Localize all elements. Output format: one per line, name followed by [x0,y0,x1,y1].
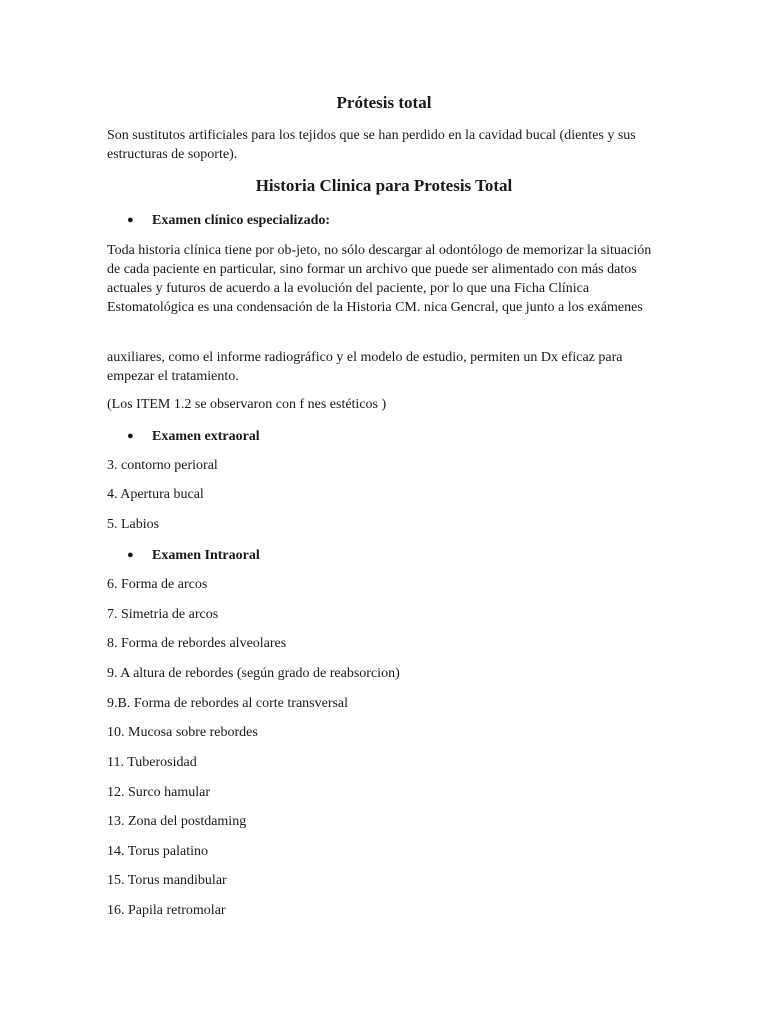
history-paragraph: Toda historia clínica tiene por ob-jeto, no sólo descargar al odontólogo de memorizar la situación de cada paciente en particular, sino formar un archivo que puede ser alimentado con más datos actuales y futuros de acuerdo a la evolución del paciente, por lo que una Ficha Clínica Estomatológica es una condensación de la Historia CM. nica Gencral, que junto a los exámenes [107,243,652,315]
list-item: 6. Forma de arcos [107,577,208,592]
list-item: 5. Labios [107,517,160,532]
list-item: 10. Mucosa sobre rebordes [107,725,258,740]
list-item: 16. Papila retromolar [107,903,226,918]
list-item: 3. contorno perioral [107,458,218,473]
section-heading: Historia Clinica para Protesis Total [255,176,513,195]
bullet-intraoral-exam [127,546,260,565]
bullet-icon: ● [127,549,134,561]
list-item: 7. Simetria de arcos [107,607,219,622]
bullet-extraoral-exam [127,427,260,446]
list-item: 13. Zona del postdaming [107,814,247,829]
intro-paragraph: Son sustitutos artificiales para los tejidos que se han perdido en la cavidad bucal (dientes y sus estructuras de soporte). [107,128,636,162]
auxiliary-paragraph: auxiliares, como el informe radiográfico y el modelo de estudio, permiten un Dx eficaz para empezar el tratamiento. [107,350,623,384]
list-item: 8. Forma de rebordes alveolares [107,636,287,651]
bullet-icon: ● [127,430,134,442]
list-item: 12. Surco hamular [107,785,211,800]
bullet-heading: Examen Intraoral [152,548,260,563]
items-note: (Los ITEM 1.2 se observaron con f nes estéticos ) [107,397,387,412]
bullet-heading: Examen clínico especializado: [152,213,331,228]
list-item: 14. Torus palatino [107,844,209,859]
bullet-heading: Examen extraoral [152,429,260,444]
bullet-icon: ● [127,214,134,226]
list-item: 11. Tuberosidad [107,755,197,770]
list-item: 9. A altura de rebordes (según grado de reabsorcion) [107,666,400,681]
document-title: Prótesis total [336,93,432,112]
list-item: 15. Torus mandibular [107,873,227,888]
bullet-clinical-exam [127,211,330,230]
list-item: 4. Apertura bucal [107,487,204,502]
list-item: 9.B. Forma de rebordes al corte transversal [107,696,349,711]
